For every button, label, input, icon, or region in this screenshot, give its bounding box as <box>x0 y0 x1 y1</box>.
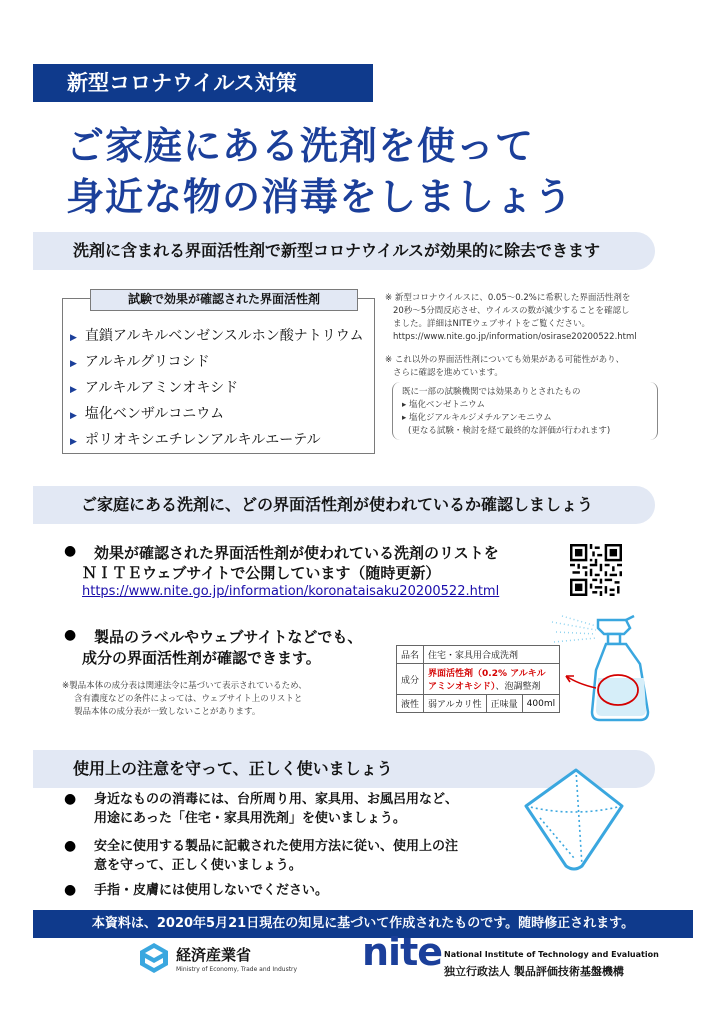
usage-line: 身近なものの消毒には、台所周り用、家具用、お風呂用など、 <box>94 792 459 807</box>
small-line: ※製品本体の成分表は関連法令に基づいて表示されているため、 <box>62 681 307 691</box>
surfactant-highlight: アミンオキシド） <box>428 682 496 692</box>
triangle-bullet-icon: ▶ <box>70 411 77 421</box>
footer-banner: 本資料は、2020年5月21日現在の知見に基づいて作成されたものです。随時修正されます。 <box>33 910 693 938</box>
bullet-icon: ● <box>64 882 77 898</box>
section1-banner: 洗剤に含まれる界面活性剤で新型コロナウイルスが効果的に除去できます <box>33 232 655 270</box>
meti-logo-icon <box>138 942 170 974</box>
label-value: 400ml <box>522 695 559 713</box>
cleaning-cloth-icon <box>518 762 630 874</box>
nite-english: National Institute of Technology and Evaluation <box>444 950 659 959</box>
koronataisaku-link[interactable]: https://www.nite.go.jp/information/koronataisaku20200522.html <box>82 584 500 599</box>
meti-english: Ministry of Economy, Trade and Industry <box>176 966 298 973</box>
header-tag: 新型コロナウイルス対策 <box>33 64 373 102</box>
surfactant-item <box>70 351 210 371</box>
note-2 <box>385 354 624 380</box>
note-line: 20秒〜5分間反応させ、ウイルスの数が減少することを確認し <box>393 306 630 316</box>
note-line: ました。詳細はNITEウェブサイトをご覧ください。 <box>393 319 590 329</box>
note-line: さらに確認を進めています。 <box>393 368 503 378</box>
label-value: 弱アルカリ性 <box>424 695 487 713</box>
label-composition <box>424 664 560 695</box>
usage-item <box>94 881 328 900</box>
section3-banner: 使用上の注意を守って、正しく使いましょう <box>33 750 655 788</box>
product-label <box>396 645 560 713</box>
usage-line: 用途にあった「住宅・家具用洗剤」を使いましょう。 <box>94 811 406 826</box>
bracket-content <box>402 386 610 438</box>
qr-code-icon[interactable] <box>570 544 622 596</box>
bullet-icon: ● <box>64 627 77 643</box>
label-value: 住宅・家具用合成洗剤 <box>424 646 560 664</box>
usage-line: 意を守って、正しく使いましょう。 <box>94 858 302 873</box>
surfactant-box-title: 試験で効果が確認された界面活性剤 <box>90 289 358 311</box>
surfactant-label: 塩化ベンザルコニウム <box>84 406 225 422</box>
item2-line2: 成分の界面活性剤が確認できます。 <box>82 649 321 667</box>
page-title-line1: ご家庭にある洗剤を使って <box>66 124 535 168</box>
item2-small-note <box>62 680 307 719</box>
surfactant-item <box>70 325 364 345</box>
triangle-bullet-icon: ▶ <box>70 333 77 343</box>
triangle-bullet-icon: ▶ <box>70 437 77 447</box>
usage-line: 手指・皮膚には使用しないでください。 <box>94 883 329 898</box>
meti-name: 経済産業省 <box>176 946 252 964</box>
surfactant-item <box>70 377 238 397</box>
surfactant-highlight: 界面活性剤（0.2% アルキル <box>428 669 546 679</box>
section2-banner: ご家庭にある洗剤に、どの界面活性剤が使われているか確認しましょう <box>33 486 655 524</box>
bullet-icon: ● <box>64 543 77 559</box>
note-line: ※ これ以外の界面活性剤についても効果がある可能性があり、 <box>385 355 625 365</box>
usage-item <box>94 790 458 828</box>
bracket-line: ▸ 塩化ジアルキルジメチルアンモニウム <box>402 413 552 423</box>
surfactant-label: 直鎖アルキルベンゼンスルホン酸ナトリウム <box>84 328 364 344</box>
usage-line: 安全に使用する製品に記載された使用方法に従い、使用上の注 <box>94 839 459 854</box>
bracket-line: (更なる試験・検討を経て最終的な評価が行われます) <box>408 426 611 436</box>
triangle-bullet-icon: ▶ <box>70 359 77 369</box>
surfactant-item <box>70 429 321 449</box>
small-line: 含有濃度などの条件によっては、ウェブサイト上のリストと <box>74 694 303 704</box>
small-line: 製品本体の成分表が一致しないことがあります。 <box>74 707 261 717</box>
surfactant-label: アルキルアミンオキシド <box>84 380 239 396</box>
page-title-line2: 身近な物の消毒をしましょう <box>66 175 574 219</box>
bullet-icon: ● <box>64 838 77 854</box>
surfactant-label: アルキルグリコシド <box>84 354 210 370</box>
bullet-icon: ● <box>64 791 77 807</box>
nite-logo: nite <box>362 930 443 974</box>
note-url: https://www.nite.go.jp/information/osirase20200522.html <box>393 332 637 342</box>
triangle-bullet-icon: ▶ <box>70 385 77 395</box>
label-key: 正味量 <box>486 695 522 713</box>
note-line: ※ 新型コロナウイルスに、0.05〜0.2%に希釈した界面活性剤を <box>385 293 631 303</box>
item1-line1: 効果が確認された界面活性剤が使われている洗剤のリストを <box>94 544 499 562</box>
label-key: 成分 <box>397 664 424 695</box>
label-value: 、泡調整剤 <box>495 682 541 692</box>
bracket-line: 既に一部の試験機関では効果ありとされたもの <box>402 387 581 397</box>
spray-bottle-icon <box>548 612 668 724</box>
label-key: 品名 <box>397 646 424 664</box>
label-key: 液性 <box>397 695 424 713</box>
surfactant-item <box>70 403 224 423</box>
item2-line1: 製品のラベルやウェブサイトなどでも、 <box>94 628 363 646</box>
item1-line2: ＮＩＴＥウェブサイトで公開しています（随時更新） <box>82 564 441 582</box>
nite-japanese: 独立行政法人 製品評価技術基盤機構 <box>444 965 624 978</box>
note-1 <box>385 292 637 344</box>
bracket-line: ▸ 塩化ベンゼトニウム <box>402 400 486 410</box>
surfactant-label: ポリオキシエチレンアルキルエーテル <box>84 432 321 448</box>
usage-item <box>94 837 458 875</box>
